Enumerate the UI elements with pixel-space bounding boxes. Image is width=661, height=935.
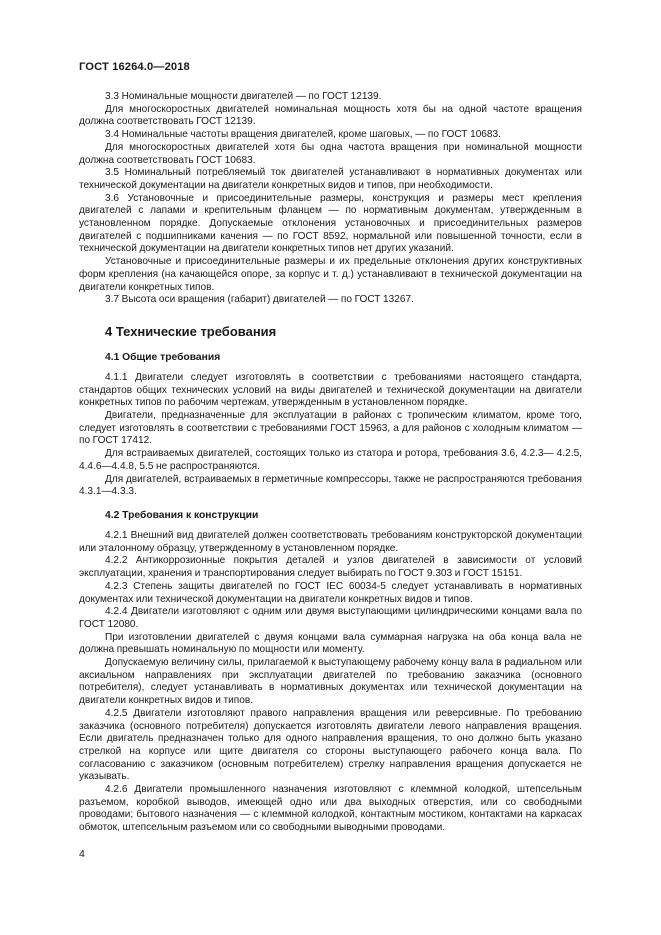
subsection-heading-4-1: 4.1 Общие требования — [105, 351, 221, 363]
paragraph-3-7: 3.7 Высота оси вращения (габарит) двигателей — по ГОСТ 13267. — [105, 294, 414, 306]
paragraph: Для многоскоростных двигателей хотя бы одна частота вращения при номинальной мощности должна соответствовать ГОСТ 10683. — [79, 141, 582, 166]
paragraph: При изготовлении двигателей с двумя концами вала суммарная нагрузка на оба конца вала не должна превышать номинальную по мощности или моменту. — [79, 631, 582, 656]
paragraph-4-2-2: 4.2.2 Антикоррозионные покрытия деталей и узлов двигателей в зависимости от условий эксплуатации, хранения и транспортирования следует выбирать по ГОСТ 9.303 и ГОСТ 15151. — [79, 555, 582, 580]
paragraph-3-4: 3.4 Номинальные частоты вращения двигателей, кроме шаговых, — по ГОСТ 10683. — [105, 129, 501, 141]
document-code-header: ГОСТ 16264.0—2018 — [79, 61, 190, 73]
paragraph: Двигатели, предназначенные для эксплуатации в районах с тропическим климатом, кроме того, следует изготовлять в соответствии с требованиями ГОСТ 15963, а для районов с холодным климатом — по ГОСТ 17412. — [79, 410, 582, 447]
paragraph-3-3: 3.3 Номинальные мощности двигателей — по ГОСТ 12139. — [105, 91, 382, 102]
paragraph-4-1-1: 4.1.1 Двигатели следует изготовлять в соответствии с требованиями настоящего стандарта, стандартов общих технических условий на виды двигателей и технической документации на двигатели конкретных типов по рабочим чертежам, утвержденным в установленном порядке. — [79, 371, 582, 409]
paragraph: Для двигателей, встраиваемых в герметичные компрессоры, также не распространяются требования 4.3.1—4.3.3. — [79, 473, 582, 498]
paragraph-4-2-3: 4.2.3 Степень защиты двигателей по ГОСТ IEC 60034-5 следует устанавливать в нормативных документах или технической документации на двигатели конкретных видов и типов. — [79, 580, 582, 605]
paragraph: Установочные и присоединительные размеры и их предельные отклонения других конструктивных форм крепления (на качающейся опоре, за корпус и т. д.) устанавливают в технической документации на двигатели конкретных типов. — [79, 256, 582, 293]
page-number: 4 — [79, 848, 85, 860]
paragraph-4-2-4: 4.2.4 Двигатели изготовляют с одним или двумя выступающими цилиндрическими концами вала по ГОСТ 12080. — [79, 606, 582, 630]
paragraph-4-2-1: 4.2.1 Внешний вид двигателей должен соответствовать требованиям конструкторской документации или эталонному образцу, утвержденному в установленном порядке. — [79, 529, 582, 554]
subsection-heading-4-2: 4.2 Требования к конструкции — [105, 509, 259, 521]
paragraph-4-2-6: 4.2.6 Двигатели промышленного назначения изготовляют с клеммной колодкой, штепсельным разъемом, коробкой выводов, имеющей одно или два выходных отверстия, или со свободными проводами; бытового назначения — с клеммной колодкой, контактным мостиком, контактами на каркасах обмоток, штепсельным разъемом или со свободными выводными проводами. — [79, 784, 582, 834]
paragraph: Допускаемую величину силы, прилагаемой к выступающему рабочему концу вала в радиальном или аксиальном направлениях при эксплуатации двигателей по требованию заказчика (основного потребителя), следует устанавливать в нормативных документах или технической документации на двигатели конкретных видов и типов. — [79, 657, 582, 707]
section-heading-4: 4 Технические требования — [105, 323, 277, 339]
document-body — [79, 91, 582, 835]
paragraph-3-5: 3.5 Номинальный потребляемый ток двигателей устанавливают в нормативных документах или технической документации на двигатели конкретных видов и типов, при необходимости. — [79, 167, 582, 191]
paragraph: Для встраиваемых двигателей, состоящих только из статора и ротора, требования 3.6, 4.2.3— 4.2.5, 4.4.6—4.4.8, 5.5 не распространяются. — [79, 448, 582, 472]
paragraph: Для многоскоростных двигателей номинальная мощность хотя бы на одной частоте вращения должна соответствовать ГОСТ 12139. — [79, 103, 582, 128]
paragraph-4-2-5: 4.2.5 Двигатели изготовляют правого направления вращения или реверсивные. По требованию заказчика (основного потребителя) допускается изготовлять двигатели левого направления вращения. Если двигатель предназначен только для одного направления вращения, то оно должно быть указано стрелкой на корпусе или щите двигателя со стороны выступающего рабочего конца вала. По согласованию с заказчиком (основным потребителем) стрелку направления вращения допускается не указывать. — [79, 707, 582, 783]
paragraph-3-6: 3.6 Установочные и присоединительные размеры, конструкция и размеры мест крепления двигателей с лапами и крепительным фланцем — по нормативным документам, утвержденным в установленном порядке. Допускаемые отклонения установочных и присоединительных размеров двигателей с подшипниками качения — по ГОСТ 8592, нормальной или повышенной точности, если в технической документации на двигатели конкретных типов нет других указаний. — [79, 192, 582, 255]
